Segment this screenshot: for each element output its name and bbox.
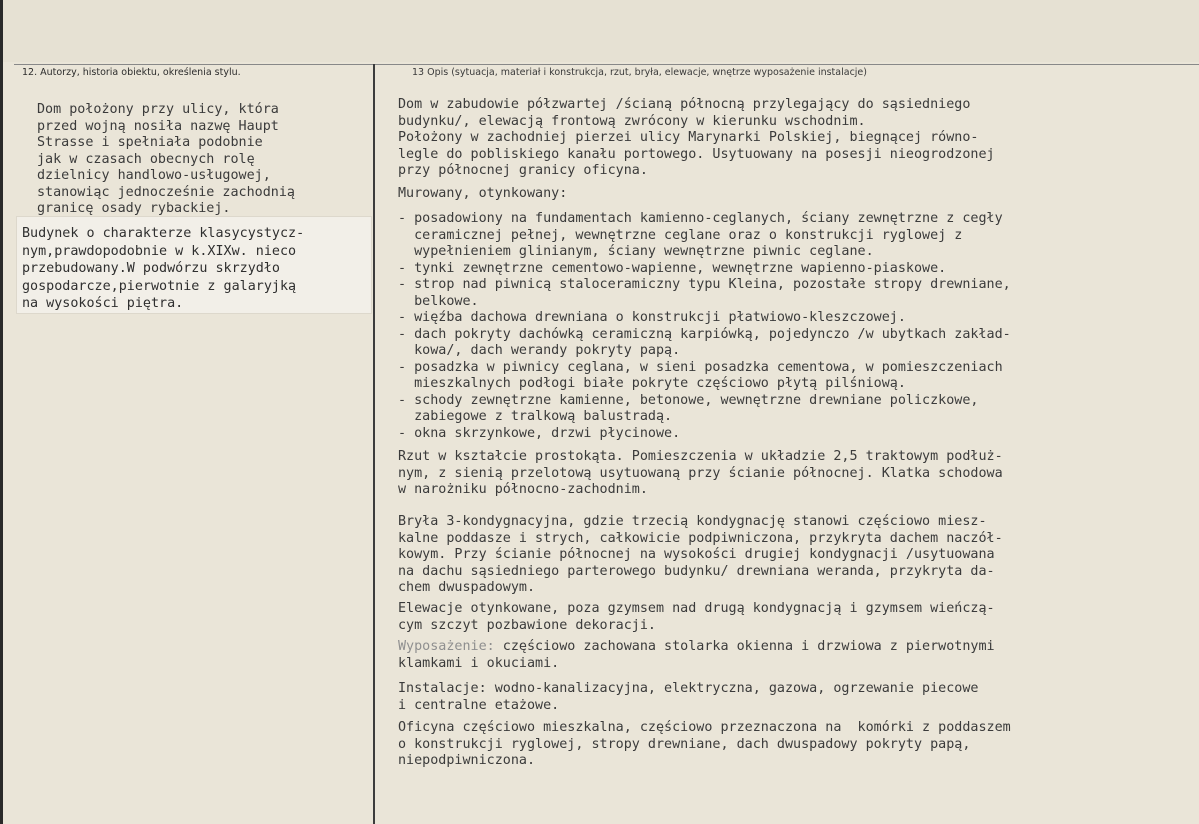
- elevations-paragraph: Elewacje otynkowane, poza gzymsem nad drugą kondygnacją i gzymsem wieńczą- cym szczyt pozbawione dekoracji.: [398, 601, 995, 633]
- style-note-paragraph: Budynek o charakterze klasycystycz- nym,prawdopodobnie w k.XIXw. nieco przebudowany.W podwórzu skrzydło gospodarcze,pierwotnie z galaryjką na wysokości piętra.: [22, 226, 305, 311]
- header-rule: [14, 64, 1199, 65]
- location-paragraph: Dom w zabudowie półzwartej /ścianą północną przylegający do sąsiedniego budynku/, elewacją frontową zwrócony w kierunku wschodnim. Położony w zachodniej pierzei ulicy Marynarki Polskiej, biegnącej równo- legle do pobliskiego kanału portowego. Usytuowany na posesji nieogrodzonej przy północnej granicy oficyna.: [398, 97, 995, 178]
- equipment-label: Wyposażenie:: [398, 639, 495, 654]
- construction-title: Murowany, otynkowany:: [398, 186, 568, 201]
- column-divider: [373, 64, 375, 824]
- card-left-edge: [0, 0, 3, 824]
- massing-paragraph: Bryła 3-kondygnacyjna, gdzie trzecią kondygnację stanowi częściowo miesz- kalne poddasze i strych, całkowicie podpiwniczona, przykryta dachem naczół- kowym. Przy ścianie północnej na wysokości drugiej kondygnacji /usytuowana na dachu sąsiedniego parterowego budynku/ drewniana weranda, przykryta da- chem dwuspadowym.: [398, 514, 1003, 595]
- history-paragraph: Dom położony przy ulicy, która przed wojną nosiła nazwę Haupt Strasse i spełniała podobnie jak w czasach obecnych rolę dzielnicy handlowo-usługowej, stanowiąc jednocześnie zachodnią granicę osady rybackiej.: [37, 102, 295, 216]
- equipment-paragraph: [398, 639, 995, 672]
- outbuilding-paragraph: Oficyna częściowo mieszkalna, częściowo przeznaczona na komórki z poddaszem o konstrukcji ryglowej, stropy drewniane, dach dwuspadowy pokryty papą, niepodpiwniczona.: [398, 720, 1011, 768]
- plan-paragraph: Rzut w kształcie prostokąta. Pomieszczenia w układzie 2,5 traktowym podłuż- nym, z sienią przelotową usytuowaną przy ścianie północnej. Klatka schodowa w narożniku północno-zachodnim.: [398, 449, 1003, 497]
- section-12-header: 12. Autorzy, historia obiektu, określenia stylu.: [22, 67, 241, 78]
- installations-paragraph: Instalacje: wodno-kanalizacyjna, elektryczna, gazowa, ogrzewanie piecowe i centralne etażowe.: [398, 681, 979, 713]
- equipment-text: częściowo zachowana stolarka okienna i drzwiowa z pierwotnymi klamkami i okuciami.: [398, 639, 995, 671]
- section-13-header: 13 Opis (sytuacja, materiał i konstrukcja, rzut, bryła, elewacje, wnętrze wyposażenie instalacje): [412, 67, 867, 78]
- construction-list: - posadowiony na fundamentach kamienno-ceglanych, ściany zewnętrzne z cegły ceramicznej pełnej, wewnętrzne ceglane oraz o konstrukcji ryglowej z wypełnieniem glinianym, ściany wewnętrzne piwnic ceglane. - tynki zewnętrzne cementowo-wapienne, wewnętrzne wapienno-piaskowe. - strop nad piwnicą staloceramiczny typu Kleina, pozostałe stropy drewniane, belkowe. - więźba dachowa drewniana o konstrukcji płatwiowo-kleszczowej. - dach pokryty dachówką ceramiczną karpiówką, pojedynczo /w ubytkach zakład- kowa/, dach werandy pokryty papą. - posadzka w piwnicy ceglana, w sieni posadzka cementowa, w pomieszczeniach mieszkalnych podłogi białe pokryte częściowo płytą pilśniową. - schody zewnętrzne kamienne, betonowe, wewnętrzne drewniane policzkowe, zabiegowe z tralkową balustradą. - okna skrzynkowe, drzwi płycinowe.: [398, 211, 1011, 441]
- card-top-edge: [0, 0, 1199, 62]
